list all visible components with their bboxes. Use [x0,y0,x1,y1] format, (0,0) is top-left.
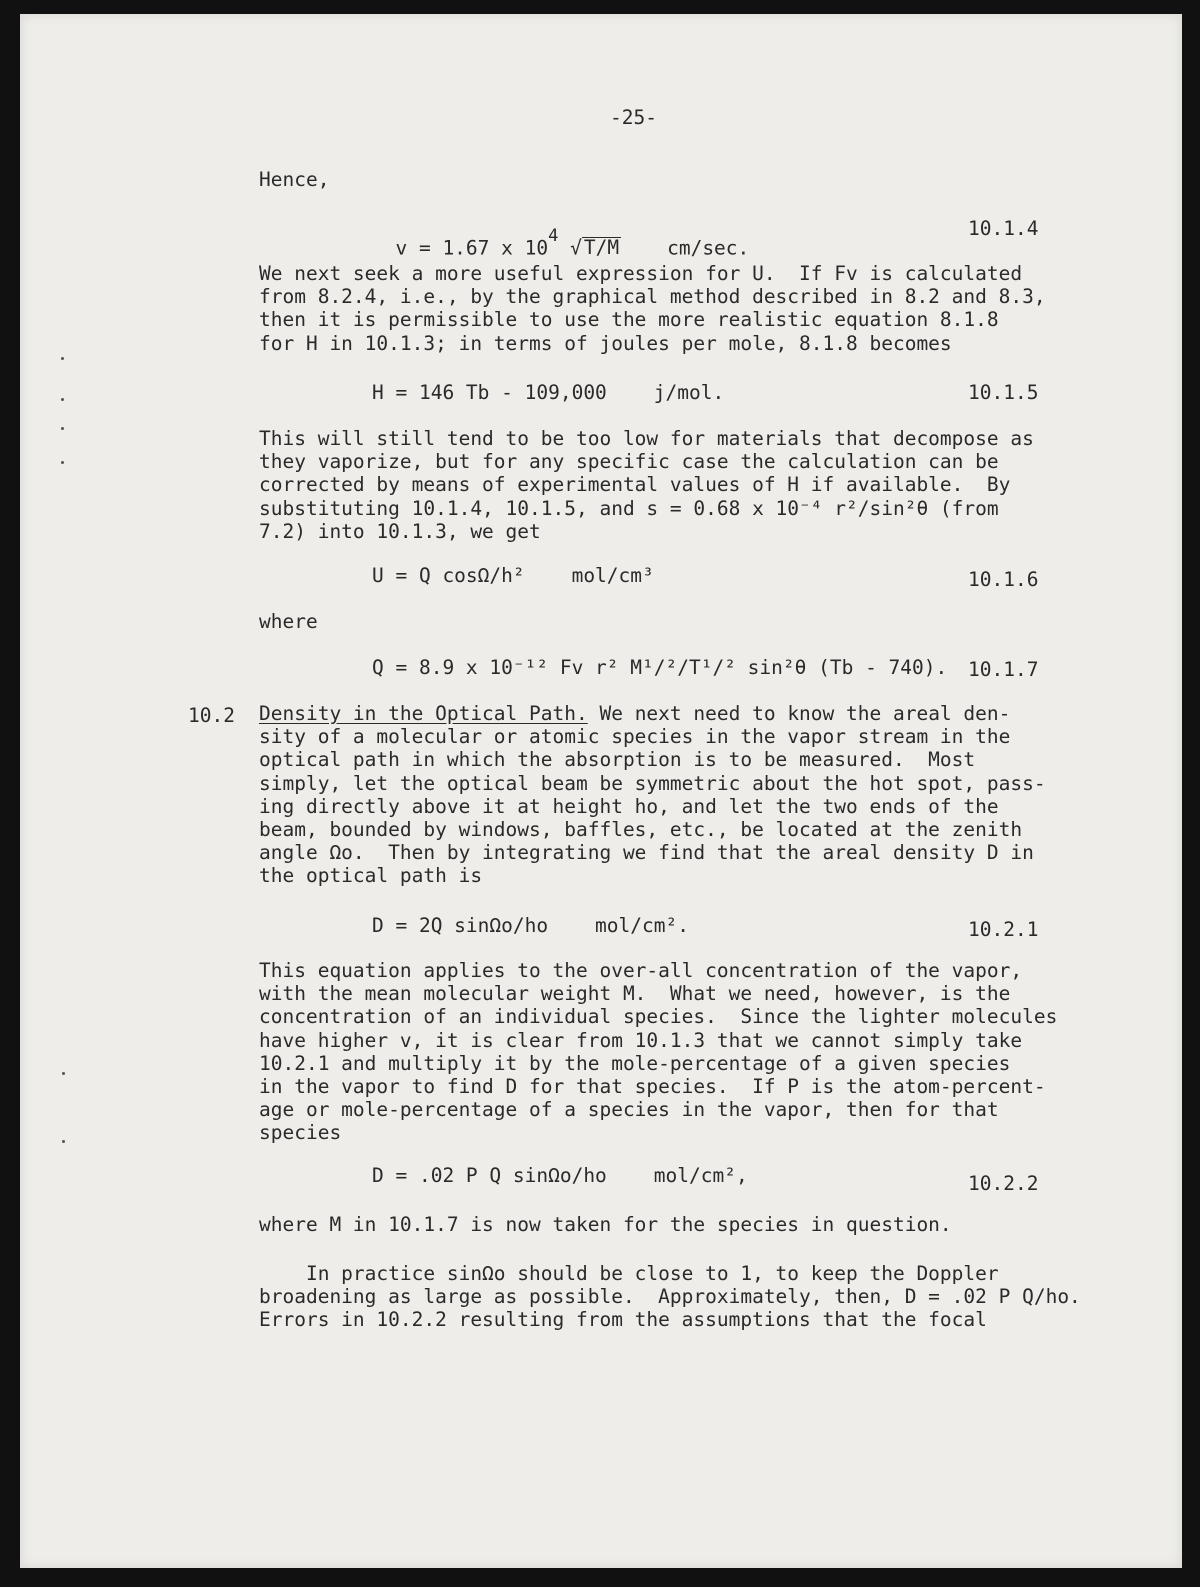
paragraph-3: This equation applies to the over-all concentration of the vapor, with the mean molecular weight M. What we need, however, is the concentration of an individual species. Since the lighter molecules have higher v, it is clear from 10.1.3 that we cannot simply take 10.2.1 and multiply it by the mole-percentage of a given species in the vapor to find D for that species. If P is the atom-percent- age or mole-percentage of a species in the vapor, then for that species [259,959,1058,1145]
margin-dot [62,1072,65,1075]
equation-10-1-7: Q = 8.9 x 10⁻¹² Fv r² M¹/²/T¹/² sin²θ (Tb - 740). [372,656,948,679]
equation-number: 10.2.1 [968,918,1039,941]
equation-lhs: v = 1.67 x 10 [395,236,549,259]
paragraph-4: where M in 10.1.7 is now taken for the species in question. [259,1213,952,1236]
equation-10-2-1: D = 2Q sinΩo/ho mol/cm². [372,914,689,937]
section-paragraph [259,702,1046,888]
equation-exponent: 4 [548,225,559,246]
equation-number: 10.1.5 [968,381,1039,404]
where-label: where [259,610,318,633]
section-number: 10.2 [188,704,235,727]
page-number: -25- [610,106,657,129]
section-title: Density in the Optical Path. [259,702,588,725]
sqrt-argument: T/M [583,236,620,259]
equation-10-1-4 [372,214,749,258]
equation-unit: cm/sec. [667,236,750,259]
paragraph-1: We next seek a more useful expression for U. If Fv is calculated from 8.2.4, i.e., by the graphical method described in 8.2 and 8.3, then it is permissible to use the more realistic equation 8.1.8 for H in 10.1.3; in terms of joules per mole, 8.1.8 becomes [259,262,1046,355]
equation-number: 10.1.6 [968,568,1039,591]
equation-number: 10.1.7 [968,658,1039,681]
margin-dot [61,398,64,401]
margin-dot [61,461,64,464]
equation-number: 10.1.4 [968,217,1039,240]
paragraph-5: In practice sinΩo should be close to 1, to keep the Doppler broadening as large as possible. Approximately, then, D = .02 P Q/ho. Errors in 10.2.2 resulting from the assumptions that the focal [259,1262,1081,1332]
equation-10-1-5: H = 146 Tb - 109,000 j/mol. [372,381,725,404]
sqrt-icon: √ [570,236,582,259]
paragraph-2: This will still tend to be too low for materials that decompose as they vaporize, but for any specific case the calculation can be corrected by means of experimental values of H if available. By substituting 10.1.4, 10.1.5, and s = 0.68 x 10⁻⁴ r²/sin²θ (from 7.2) into 10.1.3, we get [259,427,1034,543]
equation-number: 10.2.2 [968,1172,1039,1195]
margin-dot [62,1140,65,1143]
equation-10-2-2: D = .02 P Q sinΩo/ho mol/cm², [372,1164,748,1187]
margin-dot [61,427,64,430]
section-body: We next need to know the areal den- sity of a molecular or atomic species in the vapor stream in the optical path in which the absorption is to be measured. Most simply, let the optical beam be symmetric about the hot spot, pass- ing directly above it at height ho, and let the two ends of the beam, bounded by windows, baffles, etc., be located at the zenith angle Ωo. Then by integrating we find that the areal density D in the optical path is [259,702,1046,888]
hence-label: Hence, [259,168,330,191]
equation-10-1-6: U = Q cosΩ/h² mol/cm³ [372,564,654,587]
margin-dot [61,357,64,360]
